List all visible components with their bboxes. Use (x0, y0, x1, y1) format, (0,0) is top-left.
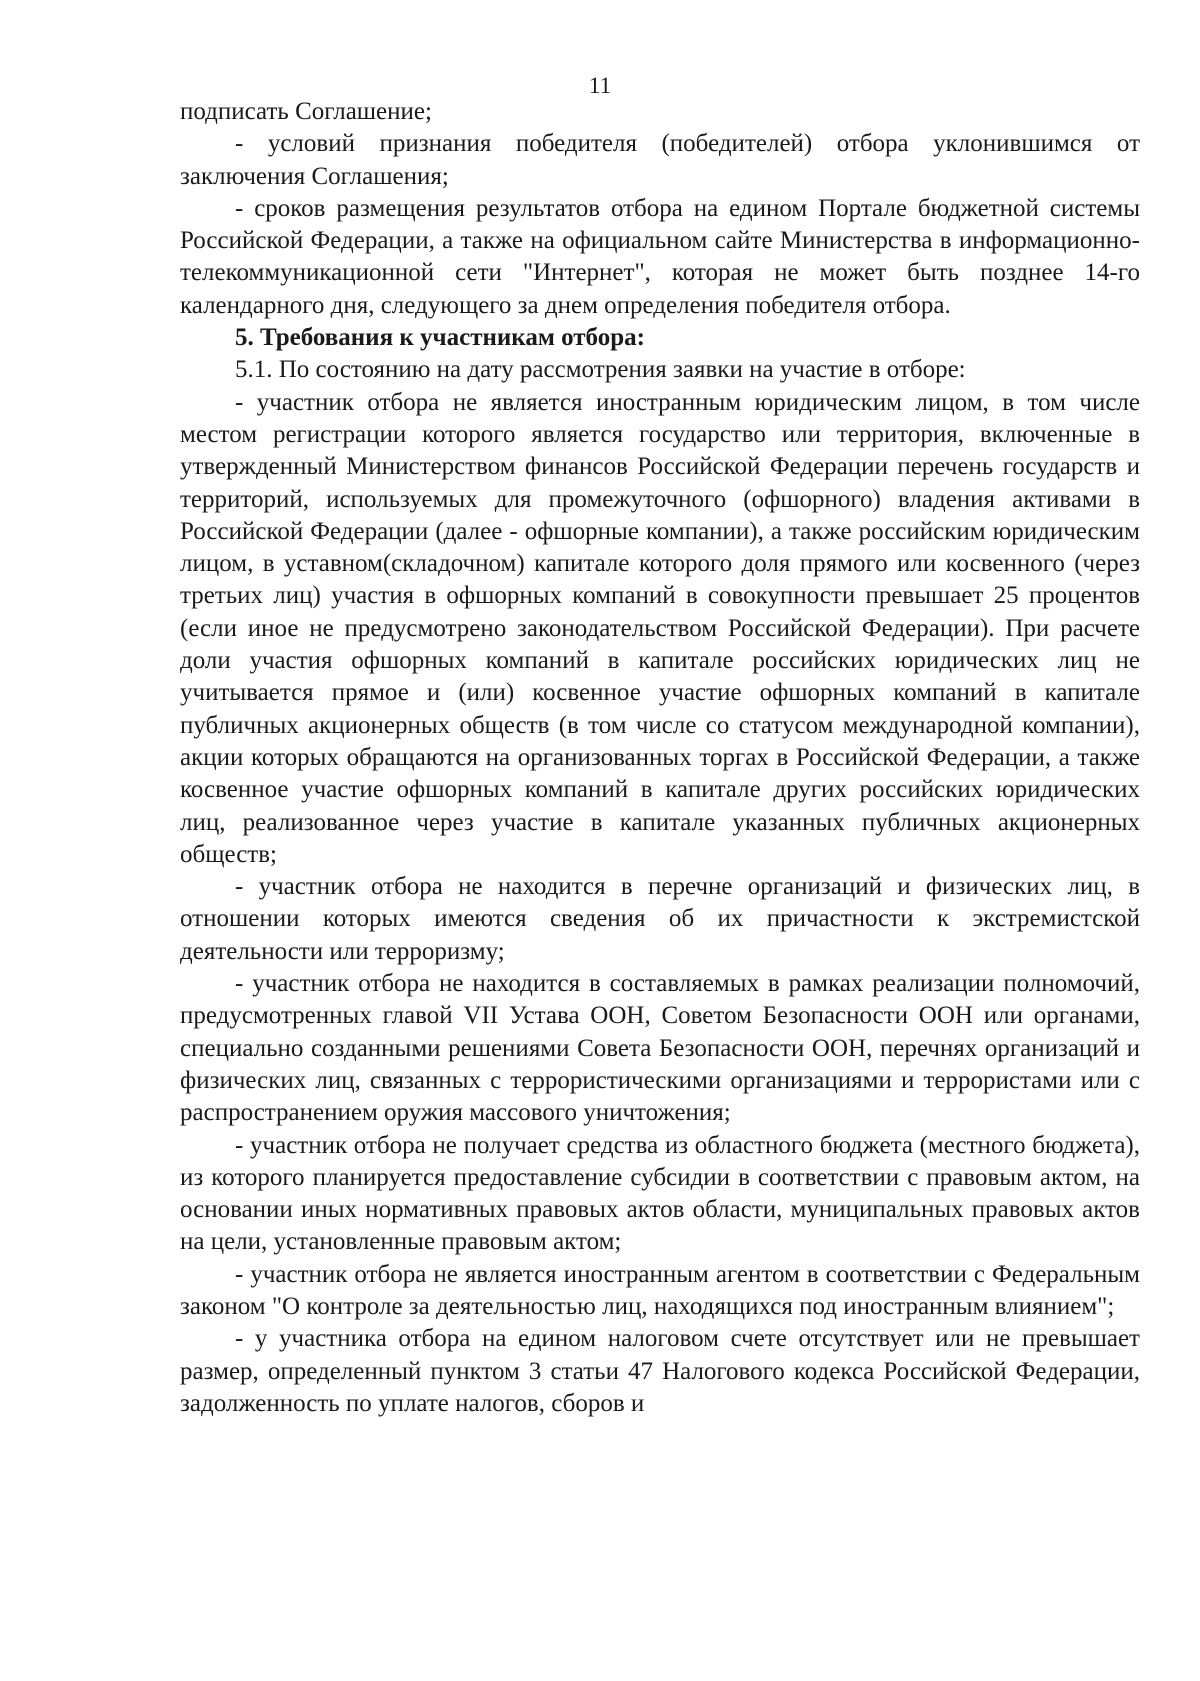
paragraph-not-extremist-list: - участник отбора не находится в перечне организаций и физических лиц, в отношении которых имеются сведения об их причастности к экстремистской деятельности или терроризму; (180, 873, 1140, 965)
paragraph-not-foreign-entity: - участник отбора не является иностранным юридическим лицом, в том числе местом регистрации которого является государство или территория, включенные в утвержденный Министерством финансов Российской Федерации перечень государств и территорий, используемых для промежуточного (офшорного) владения активами в Российской Федерации (далее - офшорные компании), а также российским юридическим лицом, в уставном(складочном) капитале которого доля прямого или косвенного (через третьих лиц) участия в офшорных компаний в совокупности превышает 25 процентов (если иное не предусмотрено законодательством Российской Федерации). При расчете доли участия офшорных компаний в капитале российских юридических лиц не учитывается прямое и (или) косвенное участие офшорных компаний в капитале публичных акционерных обществ (в том числе со статусом международной компании), акции которых обращаются на организованных торгах в Российской Федерации, а также косвенное участие офшорных компаний в капитале других российских юридических лиц, реализованное через участие в капитале указанных публичных акционерных обществ; (180, 388, 1140, 868)
paragraph-results-publication-terms: - сроков размещения результатов отбора на едином Портале бюджетной системы Российской Федерации, а также на официальном сайте Министерства в информационно-телекоммуникационной сети "Интернет", которая не может быть позднее 14-го календарного дня, следующего за днем определения победителя отбора. (180, 194, 1140, 319)
paragraph-clause-5-1: 5.1. По состоянию на дату рассмотрения заявки на участие в отборе: (235, 356, 966, 384)
page-number: 11 (588, 73, 612, 98)
paragraph-not-foreign-agent: - участник отбора не является иностранным агентом в соответствии с Федеральным законом "О контроле за деятельностью лиц, находящихся под иностранным влиянием"; (180, 1260, 1140, 1320)
paragraph-sign-agreement: подписать Соглашение; (180, 98, 432, 125)
paragraph-winner-evasion-conditions: - условий признания победителя (победителей) отбора уклонившимся от заключения Соглашения; (180, 130, 1140, 190)
section-heading-participant-requirements: 5. Требования к участникам отбора: (235, 324, 645, 352)
paragraph-not-un-sanctions-list: - участник отбора не находится в составляемых в рамках реализации полномочий, предусмотренных главой VII Устава ООН, Советом Безопасности ООН или органами, специально созданными решениями Совета Безопасности ООН, перечнях организаций и физических лиц, связанных с террористическими организациями и террористами или с распространением оружия массового уничтожения; (180, 970, 1140, 1127)
paragraph-no-budget-funds: - участник отбора не получает средства из областного бюджета (местного бюджета), из которого планируется предоставление субсидии в соответствии с правовым актом, на основании иных нормативных правовых актов области, муниципальных правовых актов на цели, установленные правовым актом; (180, 1131, 1140, 1256)
paragraph-no-tax-debt: - у участника отбора на едином налоговом счете отсутствует или не превышает размер, определенный пунктом 3 статьи 47 Налогового кодекса Российской Федерации, задолженность по уплате налогов, сборов и (180, 1325, 1140, 1417)
document-body (180, 96, 1140, 1420)
